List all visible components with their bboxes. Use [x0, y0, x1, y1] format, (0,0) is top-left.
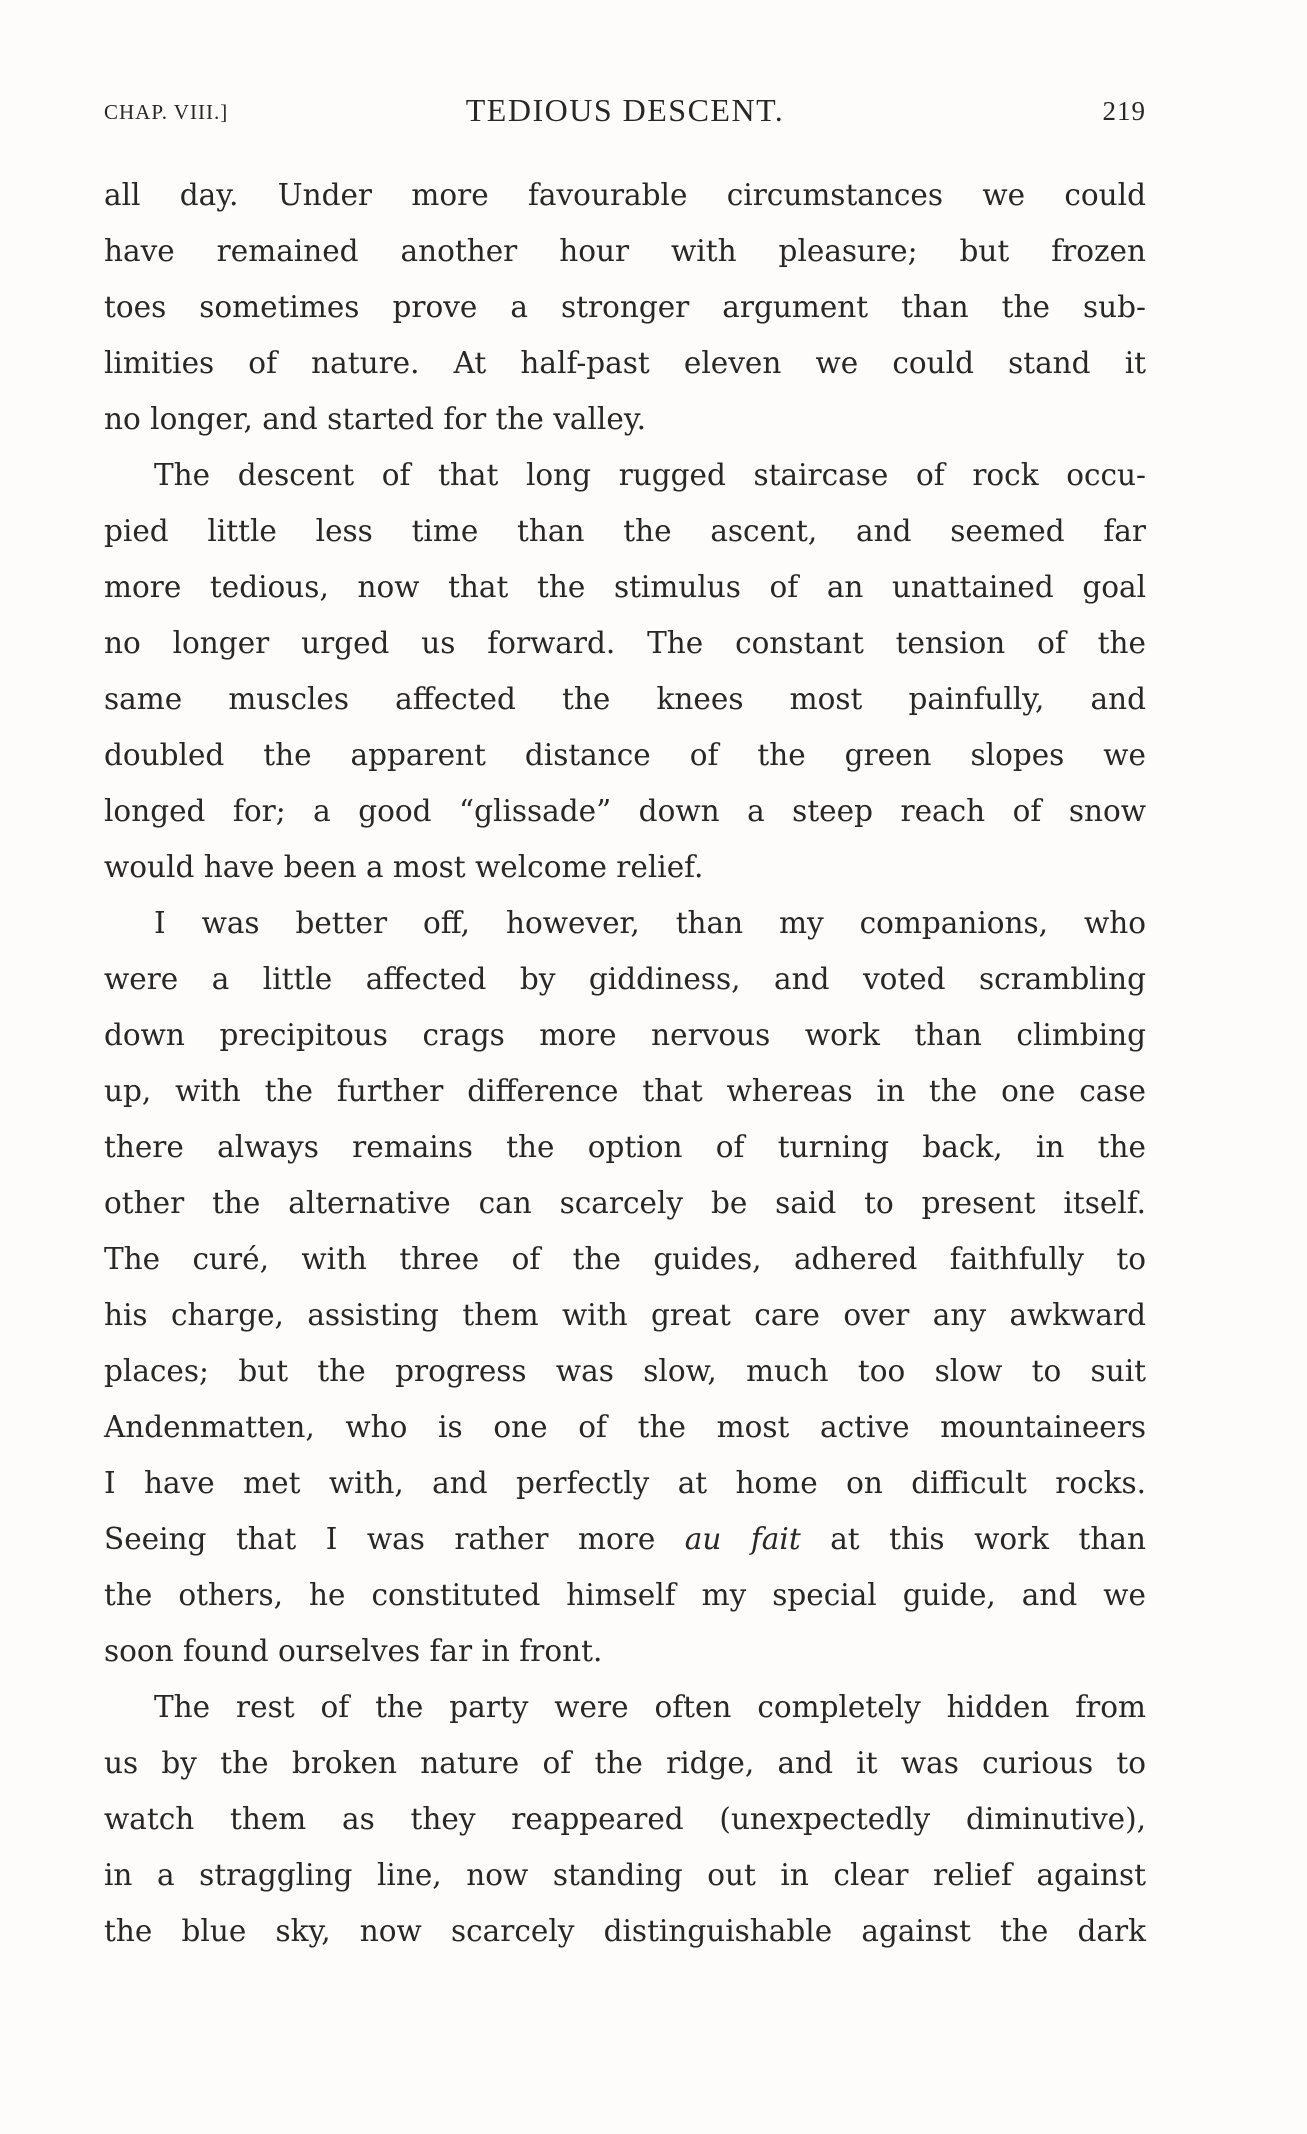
text-line: The descent of that long rugged staircase of rock occu- [154, 458, 1146, 492]
text-line: places; but the progress was slow, much too slow to suit [104, 1354, 1146, 1388]
text-line [104, 1511, 1146, 1567]
text-line: down precipitous crags more nervous work than climbing [104, 1018, 1146, 1052]
text-line: other the alternative can scarcely be said to present itself. [104, 1186, 1146, 1220]
text-line: pied little less time than the ascent, and seemed far [104, 514, 1146, 548]
text-line: us by the broken nature of the ridge, and it was curious to [104, 1746, 1146, 1780]
body-text [104, 167, 1146, 1959]
italic-phrase: au fait [684, 1522, 801, 1556]
text-run: Seeing that I was rather more [104, 1522, 685, 1556]
text-line: more tedious, now that the stimulus of an unattained goal [104, 570, 1146, 604]
text-line: the blue sky, now scarcely distinguishable against the dark [104, 1914, 1146, 1948]
text-line: The rest of the party were often completely hidden from [154, 1690, 1146, 1724]
text-line: there always remains the option of turning back, in the [104, 1130, 1146, 1164]
text-line: I was better off, however, than my companions, who [154, 906, 1146, 940]
text-line: no longer urged us forward. The constant tension of the [104, 626, 1146, 660]
text-line: toes sometimes prove a stronger argument than the sub- [104, 290, 1146, 324]
page-title: TEDIOUS DESCENT. [465, 92, 785, 128]
text-line: up, with the further difference that whereas in the one case [104, 1074, 1146, 1108]
text-line: Andenmatten, who is one of the most active mountaineers [104, 1410, 1146, 1444]
chapter-label: CHAP. VIII.] [104, 100, 229, 124]
paragraph-2 [104, 447, 1146, 895]
text-line: all day. Under more favourable circumstances we could [104, 178, 1146, 212]
text-line: soon found ourselves far in front. [104, 1634, 603, 1668]
paragraph-1 [104, 167, 1146, 447]
running-head [104, 92, 1146, 132]
text-line: doubled the apparent distance of the green slopes we [104, 738, 1146, 772]
text-line: his charge, assisting them with great care over any awkward [104, 1298, 1146, 1332]
paragraph-3 [104, 895, 1146, 1679]
text-line: the others, he constituted himself my special guide, and we [104, 1578, 1146, 1612]
text-run: at this work than [800, 1522, 1147, 1556]
text-line: no longer, and started for the valley. [104, 402, 646, 436]
page-number: 219 [1102, 96, 1146, 126]
text-line: longed for; a good “glissade” down a steep reach of snow [104, 794, 1146, 828]
text-line: were a little affected by giddiness, and voted scrambling [104, 962, 1146, 996]
text-line: have remained another hour with pleasure; but frozen [104, 234, 1146, 268]
text-line: would have been a most welcome relief. [104, 850, 704, 884]
text-line: I have met with, and perfectly at home on difficult rocks. [104, 1466, 1146, 1500]
text-line: limities of nature. At half-past eleven we could stand it [104, 346, 1146, 380]
text-line: watch them as they reappeared (unexpectedly diminutive), [104, 1802, 1146, 1836]
text-line: same muscles affected the knees most painfully, and [104, 682, 1146, 716]
text-line: The curé, with three of the guides, adhered faithfully to [104, 1242, 1146, 1276]
paragraph-4 [104, 1679, 1146, 1959]
text-line: in a straggling line, now standing out in clear relief against [104, 1858, 1146, 1892]
